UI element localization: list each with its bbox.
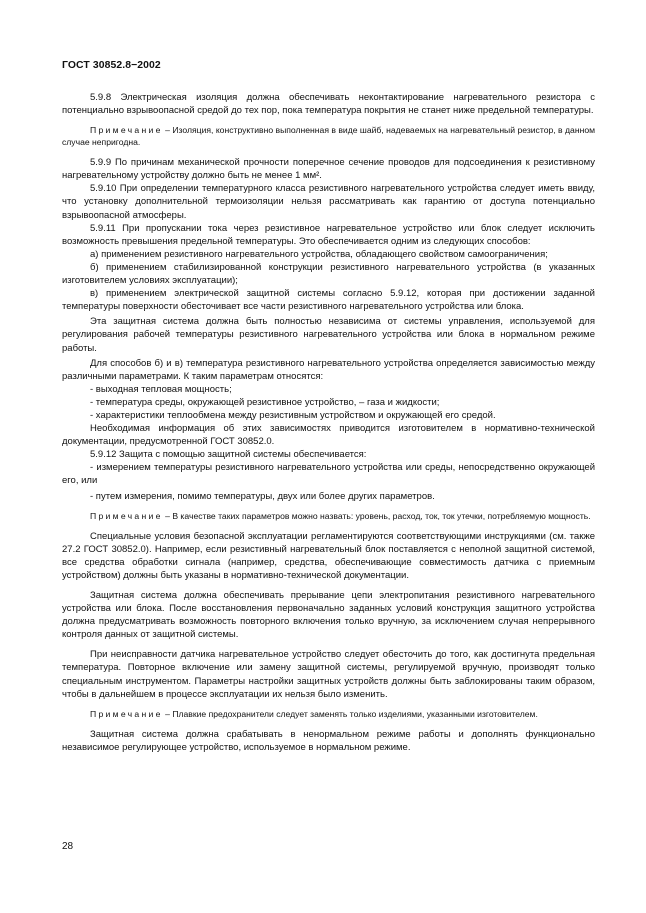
note-dash: – — [165, 125, 170, 136]
note-text: Плавкие предохранители следует заменять только изделиями, указанными изготовителем. — [172, 708, 538, 719]
clause-5-9-9: 5.9.9 По причинам механической прочности поперечное сечение проводов для подсоединения к резистивному нагревательному устройству должно быть не менее 1 мм². — [62, 157, 595, 182]
note-text: Изоляция, конструктивно выполненная в виде шайб, надеваемых на нагревательный резистор, в данном случае непригодна. — [62, 125, 596, 148]
page-number: 28 — [62, 841, 74, 852]
note-fuses — [62, 708, 595, 720]
paragraph-special-conditions: Специальные условия безопасной эксплуатации регламентируются соответствующими инструкциями (см. также 27.2 ГОСТ 30852.0). Например, если резистивный нагревательный блок поставляется с неполной защитной системой, все средства обработки сигнала (например, средства, обеспечивающие совместимость датчика с приемным устройством) должны быть указаны в нормативно-технической документации. — [62, 530, 595, 581]
list-item-ambient-temperature: - температура среды, окружающей резистивное устройство, – газа и жидкости; — [90, 396, 440, 408]
paragraph-sensor-failure: При неисправности датчика нагревательное устройство следует обесточить до того, как достигнута предельная температура. Повторное включение или замену защитной системы, регулируемой вручную, производят только специальным инструментом. Параметры настройки защитных устройств должны быть заблокированы таким образом, чтобы в дальнейшем в процессе эксплуатации их нельзя было изменить. — [62, 649, 595, 700]
paragraph-abnormal-mode: Защитная система должна срабатывать в ненормальном режиме работы и дополнять функционально независимое регулирующее устройство, используемое в нормальном режиме. — [62, 728, 595, 753]
note-insulation — [62, 124, 595, 148]
note-label: Примечание — [90, 510, 163, 521]
clause-5-9-10: 5.9.10 При определении температурного класса резистивного нагревательного устройства следует иметь ввиду, что установку дополнительной термоизоляции нельзя рассматривать как гарантию от доступа потенциально взрывоопасной атмосферы. — [62, 183, 595, 221]
method-a: а) применением резистивного нагревательного устройства, обладающего свойством самоограничения; — [90, 248, 548, 260]
list-item-temperature-measurement: - измерением температуры резистивного нагревательного устройства или среды, непосредственно окружающей его, или — [62, 462, 595, 487]
note-label: Примечание — [90, 708, 163, 719]
paragraph-independence: Эта защитная система должна быть полностью независима от системы управления, используемой для регулирования рабочей температуры резистивного нагревательного устройства или блока в нормальном режиме работы. — [62, 316, 595, 354]
clause-5-9-12: 5.9.12 Защита с помощью защитной системы обеспечивается: — [90, 449, 367, 461]
list-item-heat-exchange: - характеристики теплообмена между резистивным устройством и окружающей его средой. — [90, 409, 496, 421]
method-c: в) применением электрической защитной системы согласно 5.9.12, которая при достижении заданной температуры поверхности обесточивает все части резистивного нагревательного устройства или блока. — [62, 288, 595, 313]
list-item-output-power: - выходная тепловая мощность; — [90, 383, 232, 395]
note-dash: – — [165, 708, 170, 719]
note-parameters — [62, 510, 595, 522]
note-label: Примечание — [90, 125, 163, 136]
method-b: б) применением стабилизированной конструкции резистивного нагревательного устройства (в указанных изготовителем условиях эксплуатации); — [62, 261, 595, 287]
page-body — [62, 91, 595, 754]
paragraph-parameters: Для способов б) и в) температура резистивного нагревательного устройства определяется зависимостью между различными параметрами. К таким параметрам относятся: — [62, 357, 595, 382]
note-dash: – — [165, 510, 170, 521]
page-header-standard-number: ГОСТ 30852.8−2002 — [62, 60, 161, 71]
clause-5-9-11: 5.9.11 При пропускании тока через резистивное нагревательное устройство или блок следует исключить возможность превышения предельной температуры. Это обеспечивается одним из следующих способов: — [62, 222, 595, 247]
paragraph-circuit-interruption: Защитная система должна обеспечивать прерывание цепи электропитания резистивного нагревательного устройства или блока. После восстановления первоначально заданных условий конструкция защитного устройства должна предусматривать возможность повторного включения только вручную, за исключением случая непрерывного контроля данных от защитной системы. — [62, 590, 595, 641]
list-item-other-parameters: - путем измерения, помимо температуры, двух или более других параметров. — [90, 490, 435, 502]
paragraph-required-info: Необходимая информация об этих зависимостях приводится изготовителем в нормативно-технической документации, предусмотренной ГОСТ 30852.0. — [62, 423, 595, 448]
clause-5-9-8: 5.9.8 Электрическая изоляция должна обеспечивать неконтактирование нагревательного резистора с потенциально взрывоопасной средой до тех пор, пока температура покрытия не станет ниже предельной температуры. — [62, 92, 595, 117]
note-text: В качестве таких параметров можно назвать: уровень, расход, ток, ток утечки, потребляемую мощность. — [172, 510, 591, 521]
